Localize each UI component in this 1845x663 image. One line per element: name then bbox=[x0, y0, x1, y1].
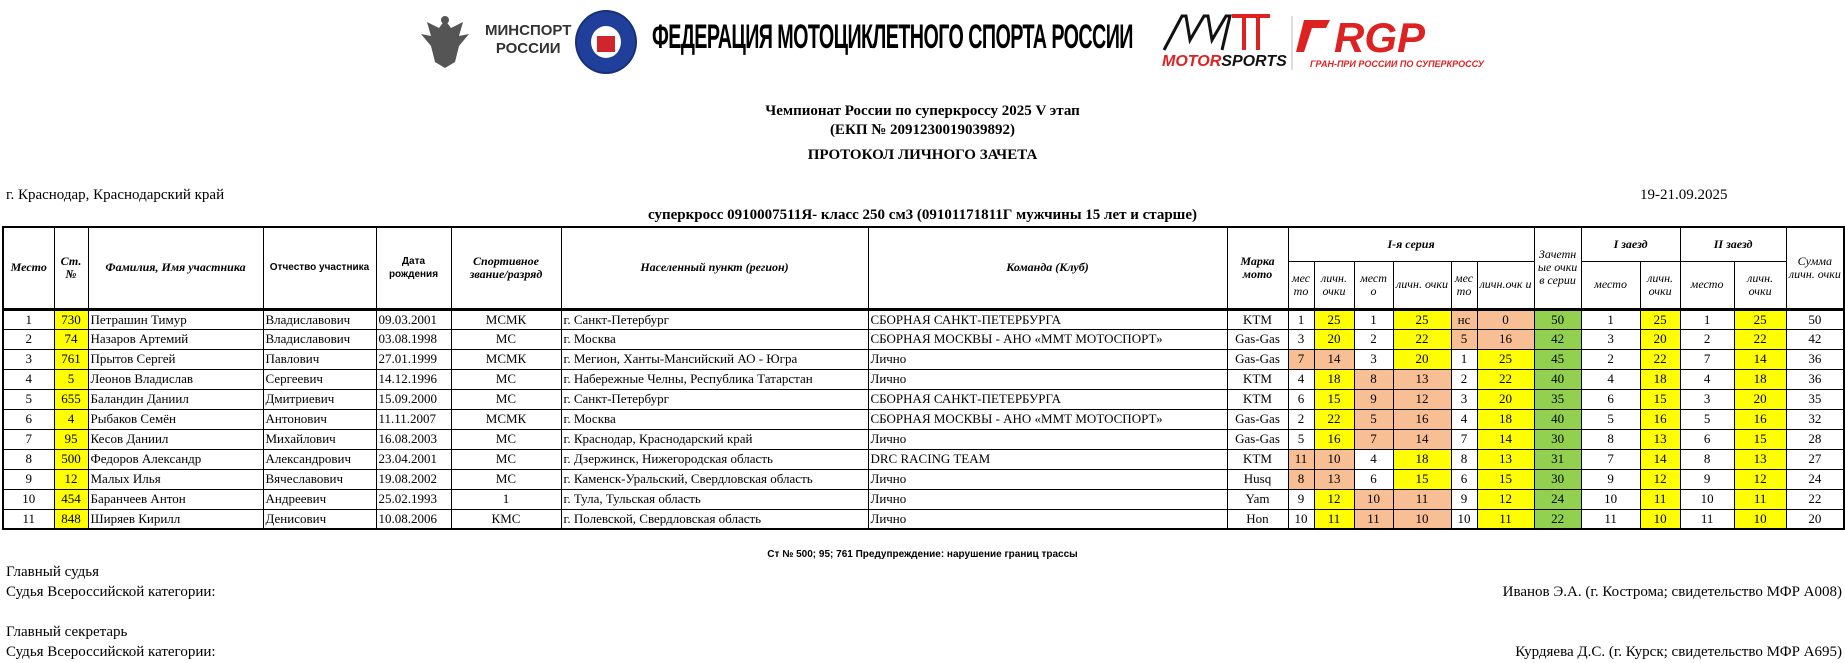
heat1-place-cell: 4 bbox=[1581, 369, 1640, 389]
moto-cell: KTM bbox=[1227, 309, 1288, 329]
chief-judge-name: Иванов Э.А. (г. Кострома; свидетельство МФР А008) bbox=[1502, 584, 1842, 600]
number-cell: 761 bbox=[54, 349, 88, 369]
number-cell: 95 bbox=[54, 429, 88, 449]
series-race-2-points: 18 bbox=[1393, 449, 1451, 469]
heat2-points-cell: 12 bbox=[1734, 469, 1786, 489]
number-cell: 454 bbox=[54, 489, 88, 509]
protocol-title: ПРОТОКОЛ ЛИЧНОГО ЗАЧЕТА bbox=[807, 147, 1038, 163]
city-cell: г. Москва bbox=[561, 329, 868, 349]
heat2-points-cell: 13 bbox=[1734, 449, 1786, 469]
heat2-points-cell: 15 bbox=[1734, 429, 1786, 449]
series-race-2-place: 1 bbox=[1354, 309, 1393, 329]
team-cell: СБОРНАЯ МОСКВЫ - АНО «ММТ МОТОСПОРТ» bbox=[868, 409, 1227, 429]
sum-cell: 27 bbox=[1786, 449, 1844, 469]
series-race-1-place: 10 bbox=[1288, 509, 1314, 529]
heat1-place-cell: 11 bbox=[1581, 509, 1640, 529]
name-cell: Ширяев Кирилл bbox=[88, 509, 263, 529]
series-race-1-points: 12 bbox=[1314, 489, 1354, 509]
rank-cell: МС bbox=[451, 429, 561, 449]
moto-cell: Gas-Gas bbox=[1227, 329, 1288, 349]
moto-cell: Gas-Gas bbox=[1227, 429, 1288, 449]
moto-cell: Husq bbox=[1227, 469, 1288, 489]
heat2-place-cell: 10 bbox=[1680, 489, 1734, 509]
moto-cell: KTM bbox=[1227, 389, 1288, 409]
heat2-place-cell: 6 bbox=[1680, 429, 1734, 449]
rank-cell: МС bbox=[451, 449, 561, 469]
series-race-2-place: 10 bbox=[1354, 489, 1393, 509]
series-race-2-points: 10 bbox=[1393, 509, 1451, 529]
team-cell: Лично bbox=[868, 469, 1227, 489]
heat2-place-cell: 7 bbox=[1680, 349, 1734, 369]
patronymic-cell: Александрович bbox=[263, 449, 376, 469]
rgp-logo bbox=[1290, 12, 1490, 72]
heat1-points-cell: 10 bbox=[1640, 509, 1680, 529]
series-race-3-place: 4 bbox=[1451, 409, 1477, 429]
name-cell: Рыбаков Семён bbox=[88, 409, 263, 429]
patronymic-cell: Владиславович bbox=[263, 309, 376, 329]
series-race-3-points: 18 bbox=[1477, 409, 1534, 429]
table-row bbox=[3, 429, 1844, 449]
col-series-place-1: мес то bbox=[1288, 261, 1314, 309]
series-total-cell: 40 bbox=[1534, 369, 1581, 389]
rank-cell: МСМК bbox=[451, 409, 561, 429]
warning-note: Ст № 500; 95; 761 Предупреждение: нарушение границ трассы bbox=[767, 549, 1078, 560]
mmt-motorsports-logo bbox=[1160, 10, 1287, 70]
series-race-3-points: 0 bbox=[1477, 309, 1534, 329]
table-row bbox=[3, 449, 1844, 469]
series-race-1-place: 4 bbox=[1288, 369, 1314, 389]
series-race-1-place: 5 bbox=[1288, 429, 1314, 449]
sum-cell: 24 bbox=[1786, 469, 1844, 489]
name-cell: Баландин Даниил bbox=[88, 389, 263, 409]
series-race-1-points: 20 bbox=[1314, 329, 1354, 349]
heat1-points-cell: 25 bbox=[1640, 309, 1680, 329]
patronymic-cell: Михайлович bbox=[263, 429, 376, 449]
results-table bbox=[2, 226, 1845, 530]
moto-cell: Gas-Gas bbox=[1227, 349, 1288, 369]
series-total-cell: 40 bbox=[1534, 409, 1581, 429]
team-cell: СБОРНАЯ МОСКВЫ - АНО «ММТ МОТОСПОРТ» bbox=[868, 329, 1227, 349]
heat2-points-cell: 10 bbox=[1734, 509, 1786, 529]
table-row bbox=[3, 389, 1844, 409]
birth-cell: 14.12.1996 bbox=[376, 369, 451, 389]
place-cell: 3 bbox=[3, 349, 54, 369]
heat1-place-cell: 7 bbox=[1581, 449, 1640, 469]
name-cell: Назаров Артемий bbox=[88, 329, 263, 349]
heat1-place-cell: 8 bbox=[1581, 429, 1640, 449]
name-cell: Прытов Сергей bbox=[88, 349, 263, 369]
series-race-3-points: 15 bbox=[1477, 469, 1534, 489]
series-race-1-points: 14 bbox=[1314, 349, 1354, 369]
series-race-2-points: 14 bbox=[1393, 429, 1451, 449]
number-cell: 5 bbox=[54, 369, 88, 389]
col-place: Место bbox=[3, 227, 54, 309]
series-race-3-points: 14 bbox=[1477, 429, 1534, 449]
series-race-3-points: 20 bbox=[1477, 389, 1534, 409]
heat1-points-cell: 20 bbox=[1640, 329, 1680, 349]
series-race-3-points: 11 bbox=[1477, 509, 1534, 529]
sum-cell: 32 bbox=[1786, 409, 1844, 429]
col-number: Ст. № bbox=[54, 227, 88, 309]
heat2-points-cell: 14 bbox=[1734, 349, 1786, 369]
name-cell: Малых Илья bbox=[88, 469, 263, 489]
col-heat2: II заезд bbox=[1680, 227, 1786, 261]
series-race-1-points: 22 bbox=[1314, 409, 1354, 429]
series-race-1-points: 18 bbox=[1314, 369, 1354, 389]
birth-cell: 16.08.2003 bbox=[376, 429, 451, 449]
series-race-2-place: 2 bbox=[1354, 329, 1393, 349]
rank-cell: МС bbox=[451, 369, 561, 389]
series-race-3-points: 12 bbox=[1477, 489, 1534, 509]
series-total-cell: 31 bbox=[1534, 449, 1581, 469]
series-race-2-place: 9 bbox=[1354, 389, 1393, 409]
birth-cell: 10.08.2006 bbox=[376, 509, 451, 529]
series-race-2-points: 12 bbox=[1393, 389, 1451, 409]
birth-cell: 09.03.2001 bbox=[376, 309, 451, 329]
series-race-1-place: 7 bbox=[1288, 349, 1314, 369]
series-total-cell: 50 bbox=[1534, 309, 1581, 329]
heat1-place-cell: 2 bbox=[1581, 349, 1640, 369]
col-series-points-2: личн. очки bbox=[1393, 261, 1451, 309]
chief-judge-category: Судья Всероссийской категории: bbox=[6, 584, 216, 600]
series-race-3-place: 5 bbox=[1451, 329, 1477, 349]
place-cell: 10 bbox=[3, 489, 54, 509]
team-cell: Лично bbox=[868, 369, 1227, 389]
table-row bbox=[3, 369, 1844, 389]
series-race-1-points: 15 bbox=[1314, 389, 1354, 409]
col-heat2-place: место bbox=[1680, 261, 1734, 309]
svg-text:RGP: RGP bbox=[1334, 14, 1426, 61]
city-cell: г. Дзержинск, Нижегородская область bbox=[561, 449, 868, 469]
series-race-3-points: 22 bbox=[1477, 369, 1534, 389]
name-cell: Федоров Александр bbox=[88, 449, 263, 469]
patronymic-cell: Владиславович bbox=[263, 329, 376, 349]
series-race-2-place: 4 bbox=[1354, 449, 1393, 469]
team-cell: СБОРНАЯ САНКТ-ПЕТЕРБУРГА bbox=[868, 389, 1227, 409]
heat1-place-cell: 10 bbox=[1581, 489, 1640, 509]
name-cell: Петрашин Тимур bbox=[88, 309, 263, 329]
series-total-cell: 22 bbox=[1534, 509, 1581, 529]
patronymic-cell: Павлович bbox=[263, 349, 376, 369]
series-race-2-points: 15 bbox=[1393, 469, 1451, 489]
number-cell: 730 bbox=[54, 309, 88, 329]
series-race-3-place: 8 bbox=[1451, 449, 1477, 469]
number-cell: 12 bbox=[54, 469, 88, 489]
series-race-3-place: 10 bbox=[1451, 509, 1477, 529]
sum-cell: 36 bbox=[1786, 369, 1844, 389]
col-team: Команда (Клуб) bbox=[868, 227, 1227, 309]
heat2-place-cell: 5 bbox=[1680, 409, 1734, 429]
championship-title: Чемпионат России по суперкроссу 2025 V этап bbox=[765, 103, 1080, 119]
heat1-place-cell: 9 bbox=[1581, 469, 1640, 489]
chief-secretary-category: Судья Всероссийской категории: bbox=[6, 644, 216, 660]
series-race-3-place: 6 bbox=[1451, 469, 1477, 489]
birth-cell: 25.02.1993 bbox=[376, 489, 451, 509]
number-cell: 4 bbox=[54, 409, 88, 429]
series-race-1-points: 16 bbox=[1314, 429, 1354, 449]
series-race-1-points: 13 bbox=[1314, 469, 1354, 489]
place-cell: 11 bbox=[3, 509, 54, 529]
table-row bbox=[3, 509, 1844, 529]
birth-cell: 23.04.2001 bbox=[376, 449, 451, 469]
table-row bbox=[3, 469, 1844, 489]
place-cell: 6 bbox=[3, 409, 54, 429]
team-cell: СБОРНАЯ САНКТ-ПЕТЕРБУРГА bbox=[868, 309, 1227, 329]
series-race-2-points: 11 bbox=[1393, 489, 1451, 509]
moto-cell: Hon bbox=[1227, 509, 1288, 529]
svg-text:ГРАН-ПРИ РОССИИ ПО СУПЕРКРОССУ: ГРАН-ПРИ РОССИИ ПО СУПЕРКРОССУ bbox=[1310, 59, 1484, 69]
heat2-points-cell: 22 bbox=[1734, 329, 1786, 349]
series-race-2-points: 16 bbox=[1393, 409, 1451, 429]
patronymic-cell: Сергеевич bbox=[263, 369, 376, 389]
col-city: Населенный пункт (регион) bbox=[561, 227, 868, 309]
series-race-3-place: 7 bbox=[1451, 429, 1477, 449]
chief-secretary-name: Курдяева Д.С. (г. Курск; свидетельство МФР А695) bbox=[1515, 644, 1842, 660]
table-row bbox=[3, 409, 1844, 429]
table-row bbox=[3, 309, 1844, 329]
series-race-3-place: 1 bbox=[1451, 349, 1477, 369]
place-cell: 8 bbox=[3, 449, 54, 469]
series-race-1-place: 8 bbox=[1288, 469, 1314, 489]
table-row bbox=[3, 489, 1844, 509]
series-race-2-points: 20 bbox=[1393, 349, 1451, 369]
series-race-2-points: 13 bbox=[1393, 369, 1451, 389]
series-race-3-place: 9 bbox=[1451, 489, 1477, 509]
rank-cell: МС bbox=[451, 329, 561, 349]
series-race-1-place: 2 bbox=[1288, 409, 1314, 429]
patronymic-cell: Антонович bbox=[263, 409, 376, 429]
name-cell: Баранчеев Антон bbox=[88, 489, 263, 509]
table-row bbox=[3, 329, 1844, 349]
federation-title: ФЕДЕРАЦИЯ МОТОЦИКЛЕТНОГО СПОРТА РОССИИ bbox=[652, 18, 1133, 56]
city-cell: г. Санкт-Петербург bbox=[561, 309, 868, 329]
series-race-3-points: 16 bbox=[1477, 329, 1534, 349]
series-race-1-place: 9 bbox=[1288, 489, 1314, 509]
series-total-cell: 35 bbox=[1534, 389, 1581, 409]
rank-cell: КМС bbox=[451, 509, 561, 529]
heat1-points-cell: 11 bbox=[1640, 489, 1680, 509]
patronymic-cell: Денисович bbox=[263, 509, 376, 529]
patronymic-cell: Вячеславович bbox=[263, 469, 376, 489]
heat1-points-cell: 18 bbox=[1640, 369, 1680, 389]
number-cell: 74 bbox=[54, 329, 88, 349]
series-total-cell: 30 bbox=[1534, 469, 1581, 489]
series-race-2-place: 3 bbox=[1354, 349, 1393, 369]
rank-cell: МСМК bbox=[451, 309, 561, 329]
number-cell: 500 bbox=[54, 449, 88, 469]
name-cell: Кесов Даниил bbox=[88, 429, 263, 449]
series-total-cell: 42 bbox=[1534, 329, 1581, 349]
col-series-points-3: личн.очк и bbox=[1477, 261, 1534, 309]
series-race-1-place: 1 bbox=[1288, 309, 1314, 329]
city-cell: г. Санкт-Петербург bbox=[561, 389, 868, 409]
series-race-3-place: 3 bbox=[1451, 389, 1477, 409]
sum-cell: 50 bbox=[1786, 309, 1844, 329]
moto-cell: Yam bbox=[1227, 489, 1288, 509]
chief-secretary-title: Главный секретарь bbox=[6, 624, 128, 640]
ekp-number: (ЕКП № 2091230019039892) bbox=[829, 122, 1016, 138]
sum-cell: 35 bbox=[1786, 389, 1844, 409]
series-race-3-points: 13 bbox=[1477, 449, 1534, 469]
heat2-place-cell: 4 bbox=[1680, 369, 1734, 389]
svg-text:MOTORSPORTS: MOTORSPORTS bbox=[1162, 53, 1287, 70]
moto-cell: Gas-Gas bbox=[1227, 409, 1288, 429]
city-cell: г. Мегион, Ханты-Мансийский АО - Югра bbox=[561, 349, 868, 369]
team-cell: DRC RACING TEAM bbox=[868, 449, 1227, 469]
heat1-place-cell: 6 bbox=[1581, 389, 1640, 409]
place-cell: 5 bbox=[3, 389, 54, 409]
chief-judge-title: Главный судья bbox=[6, 564, 100, 580]
series-race-3-points: 25 bbox=[1477, 349, 1534, 369]
place-cell: 4 bbox=[3, 369, 54, 389]
series-race-3-place: нс bbox=[1451, 309, 1477, 329]
rank-cell: МСМК bbox=[451, 349, 561, 369]
number-cell: 655 bbox=[54, 389, 88, 409]
series-race-1-points: 10 bbox=[1314, 449, 1354, 469]
col-series-place-2: мест о bbox=[1354, 261, 1393, 309]
col-heat2-points: личн. очки bbox=[1734, 261, 1786, 309]
series-race-2-place: 7 bbox=[1354, 429, 1393, 449]
heat2-place-cell: 3 bbox=[1680, 389, 1734, 409]
city-cell: г. Москва bbox=[561, 409, 868, 429]
heat1-points-cell: 13 bbox=[1640, 429, 1680, 449]
heat2-points-cell: 11 bbox=[1734, 489, 1786, 509]
col-birth: Дата рождения bbox=[376, 227, 451, 309]
minsport-eagle-logo bbox=[415, 12, 475, 72]
heat1-points-cell: 12 bbox=[1640, 469, 1680, 489]
sum-cell: 28 bbox=[1786, 429, 1844, 449]
col-heat1-points: личн. очки bbox=[1640, 261, 1680, 309]
place-cell: 2 bbox=[3, 329, 54, 349]
sum-cell: 22 bbox=[1786, 489, 1844, 509]
patronymic-cell: Андреевич bbox=[263, 489, 376, 509]
place-cell: 1 bbox=[3, 309, 54, 329]
patronymic-cell: Дмитриевич bbox=[263, 389, 376, 409]
series-race-2-place: 11 bbox=[1354, 509, 1393, 529]
series-race-1-place: 6 bbox=[1288, 389, 1314, 409]
city-cell: г. Краснодар, Краснодарский край bbox=[561, 429, 868, 449]
minsport-logo: МИНСПОРТ РОССИИ bbox=[485, 22, 572, 57]
series-total-cell: 45 bbox=[1534, 349, 1581, 369]
number-cell: 848 bbox=[54, 509, 88, 529]
name-cell: Леонов Владислав bbox=[88, 369, 263, 389]
heat1-points-cell: 22 bbox=[1640, 349, 1680, 369]
birth-cell: 27.01.1999 bbox=[376, 349, 451, 369]
heat2-points-cell: 18 bbox=[1734, 369, 1786, 389]
series-race-1-points: 11 bbox=[1314, 509, 1354, 529]
series-race-3-place: 2 bbox=[1451, 369, 1477, 389]
heat1-points-cell: 14 bbox=[1640, 449, 1680, 469]
moto-cell: KTM bbox=[1227, 369, 1288, 389]
col-series-total: Зачетн ые очки в серии bbox=[1534, 227, 1581, 309]
birth-cell: 19.08.2002 bbox=[376, 469, 451, 489]
city-cell: г. Набережные Челны, Республика Татарстан bbox=[561, 369, 868, 389]
rank-cell: МС bbox=[451, 469, 561, 489]
col-rank: Спортивное звание/разряд bbox=[451, 227, 561, 309]
heat1-points-cell: 16 bbox=[1640, 409, 1680, 429]
place-cell: 7 bbox=[3, 429, 54, 449]
heat2-place-cell: 8 bbox=[1680, 449, 1734, 469]
team-cell: Лично bbox=[868, 489, 1227, 509]
series-race-1-points: 25 bbox=[1314, 309, 1354, 329]
moto-cell: KTM bbox=[1227, 449, 1288, 469]
sum-cell: 42 bbox=[1786, 329, 1844, 349]
birth-cell: 15.09.2000 bbox=[376, 389, 451, 409]
col-sum: Сумма личн. очки bbox=[1786, 227, 1844, 309]
rank-cell: МС bbox=[451, 389, 561, 409]
table-row bbox=[3, 349, 1844, 369]
col-patronymic: Отчество участника bbox=[263, 227, 376, 309]
team-cell: Лично bbox=[868, 429, 1227, 449]
mfr-seal-logo bbox=[575, 10, 637, 74]
city-cell: г. Тула, Тульская область bbox=[561, 489, 868, 509]
heat2-place-cell: 1 bbox=[1680, 309, 1734, 329]
heat2-points-cell: 25 bbox=[1734, 309, 1786, 329]
heat2-place-cell: 9 bbox=[1680, 469, 1734, 489]
team-cell: Лично bbox=[868, 509, 1227, 529]
series-total-cell: 30 bbox=[1534, 429, 1581, 449]
series-total-cell: 24 bbox=[1534, 489, 1581, 509]
col-heat1-place: место bbox=[1581, 261, 1640, 309]
class-title: суперкросс 0910007511Я- класс 250 см3 (09101171811Г мужчины 15 лет и старше) bbox=[648, 207, 1197, 223]
series-race-2-points: 25 bbox=[1393, 309, 1451, 329]
heat1-place-cell: 1 bbox=[1581, 309, 1640, 329]
location: г. Краснодар, Краснодарский край bbox=[6, 187, 225, 203]
heat1-place-cell: 3 bbox=[1581, 329, 1640, 349]
col-series: I-я серия bbox=[1288, 227, 1534, 261]
place-cell: 9 bbox=[3, 469, 54, 489]
rank-cell: 1 bbox=[451, 489, 561, 509]
series-race-1-place: 3 bbox=[1288, 329, 1314, 349]
series-race-2-place: 5 bbox=[1354, 409, 1393, 429]
heat2-points-cell: 16 bbox=[1734, 409, 1786, 429]
heat1-points-cell: 15 bbox=[1640, 389, 1680, 409]
team-cell: Лично bbox=[868, 349, 1227, 369]
birth-cell: 11.11.2007 bbox=[376, 409, 451, 429]
sum-cell: 36 bbox=[1786, 349, 1844, 369]
series-race-2-place: 8 bbox=[1354, 369, 1393, 389]
sum-cell: 20 bbox=[1786, 509, 1844, 529]
birth-cell: 03.08.1998 bbox=[376, 329, 451, 349]
city-cell: г. Каменск-Уральский, Свердловская область bbox=[561, 469, 868, 489]
col-series-place-3: мес то bbox=[1451, 261, 1477, 309]
event-dates: 19-21.09.2025 bbox=[1640, 187, 1728, 203]
heat1-place-cell: 5 bbox=[1581, 409, 1640, 429]
col-moto: Марка мото bbox=[1227, 227, 1288, 309]
series-race-1-place: 11 bbox=[1288, 449, 1314, 469]
heat2-place-cell: 11 bbox=[1680, 509, 1734, 529]
col-heat1: I заезд bbox=[1581, 227, 1680, 261]
col-series-points-1: личн. очки bbox=[1314, 261, 1354, 309]
series-race-2-place: 6 bbox=[1354, 469, 1393, 489]
city-cell: г. Полевской, Свердловская область bbox=[561, 509, 868, 529]
col-name: Фамилия, Имя участника bbox=[88, 227, 263, 309]
heat2-place-cell: 2 bbox=[1680, 329, 1734, 349]
series-race-2-points: 22 bbox=[1393, 329, 1451, 349]
heat2-points-cell: 20 bbox=[1734, 389, 1786, 409]
